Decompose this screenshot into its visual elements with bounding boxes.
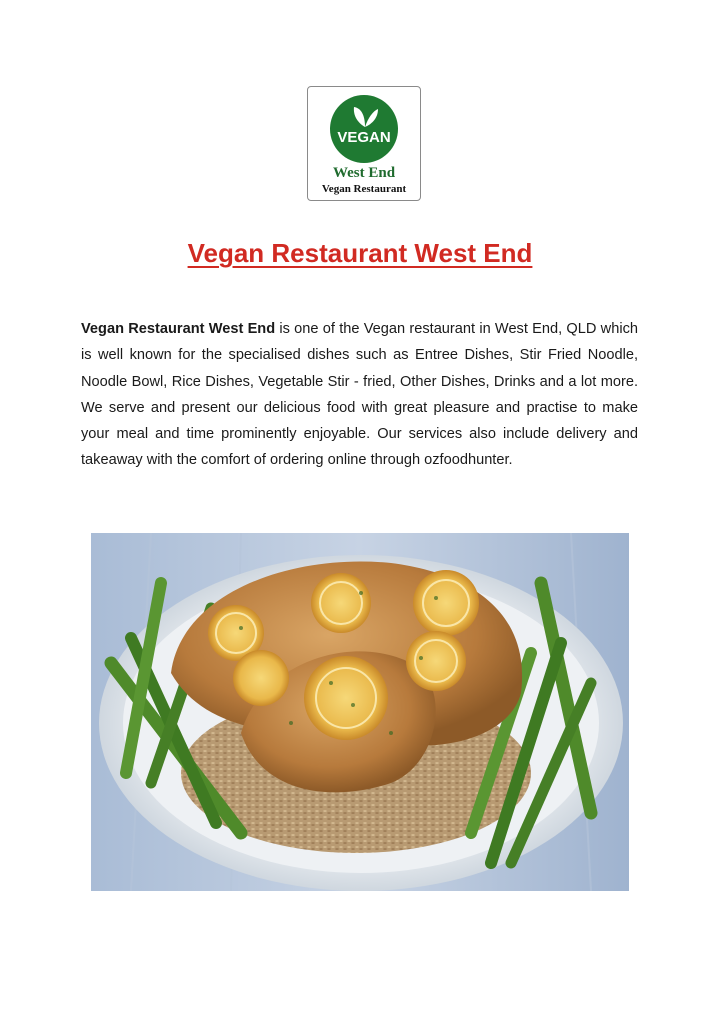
intro-paragraph <box>81 316 638 474</box>
vegan-badge-text: VEGAN <box>337 129 391 146</box>
page-title: Vegan Restaurant West End <box>187 238 533 268</box>
logo-line-vegan-restaurant: Vegan Restaurant <box>321 183 407 195</box>
intro-lead-bold: Vegan Restaurant West End <box>81 321 276 337</box>
food-plate-photo <box>91 533 629 891</box>
intro-body: is one of the Vegan restaurant in West End, QLD which is well known for the specialised dishes such as Entree Dishes, Stir Fried Noodle, Noodle Bowl, Rice Dishes, Vegetable Stir - fried, Other Dishes, Drinks and a lot more. We serve and present our delicious food with great pleasure and practise to make your meal and time prominently enjoyable. Our services also include delivery and takeaway with the comfort of ordering online through ozfoodhunter. <box>81 321 638 469</box>
food-plate-illustration <box>91 533 629 891</box>
leaf-icon <box>350 103 380 129</box>
vegan-badge <box>330 95 398 163</box>
logo-line-west-end: West End <box>332 165 396 181</box>
restaurant-logo <box>307 86 421 201</box>
